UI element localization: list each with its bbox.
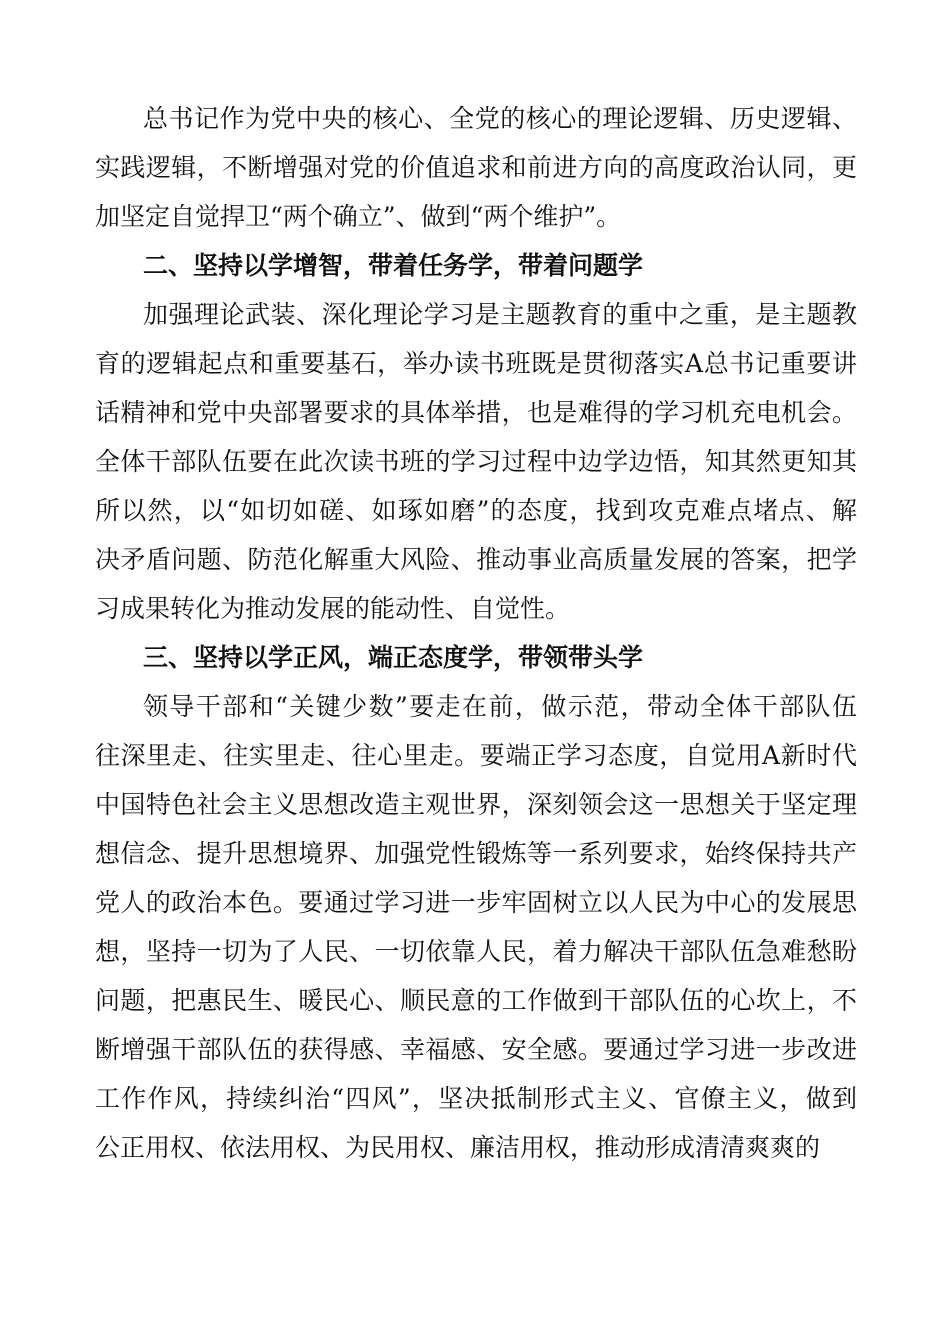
text-line: 断增强干部队伍的获得感、幸福感、安全感。要通过学习进一步改进	[95, 1035, 857, 1064]
text-line: 领导干部和“关键少数”要走在前，做示范，带动全体干部队伍	[143, 692, 857, 721]
text-line: 所以然，以“如切如磋、如琢如磨”的态度，找到攻克难点堵点、解	[95, 496, 857, 525]
text-line: 中国特色社会主义思想改造主观世界，深刻领会这一思想关于坚定理	[95, 790, 857, 819]
text-line: 加强理论武装、深化理论学习是主题教育的重中之重，是主题教	[143, 300, 857, 329]
section-heading-3: 三、坚持以学正风，端正态度学，带领带头学	[143, 643, 644, 672]
paragraph-1	[95, 94, 857, 241]
text-line: 往深里走、往实里走、往心里走。要端正学习态度，自觉用A新时代	[95, 741, 857, 770]
text-line: 总书记作为党中央的核心、全党的核心的理论逻辑、历史逻辑、	[143, 104, 857, 133]
text-line: 工作作风，持续纠治“四风”，坚决抵制形式主义、官僚主义，做到	[95, 1084, 857, 1113]
text-line: 实践逻辑，不断增强对党的价值追求和前进方向的高度政治认同，更	[95, 153, 857, 182]
section-heading-2: 二、坚持以学增智，带着任务学，带着问题学	[143, 251, 644, 280]
text-line: 习成果转化为推动发展的能动性、自觉性。	[95, 594, 571, 623]
text-line: 想信念、提升思想境界、加强党性锻炼等一系列要求，始终保持共产	[95, 839, 857, 868]
text-line: 公正用权、依法用权、为民用权、廉洁用权，推动形成清清爽爽的	[95, 1133, 821, 1162]
text-line: 问题，把惠民生、暖民心、顺民意的工作做到干部队伍的心坎上，不	[95, 986, 857, 1015]
paragraph-2	[95, 290, 857, 633]
text-line: 加坚定自觉捍卫“两个确立”、做到“两个维护”。	[95, 202, 622, 231]
text-line: 决矛盾问题、防范化解重大风险、推动事业高质量发展的答案，把学	[95, 545, 857, 574]
paragraph-3	[95, 682, 857, 1172]
text-line: 育的逻辑起点和重要基石，举办读书班既是贯彻落实A总书记重要讲	[95, 349, 857, 378]
text-line: 党人的政治本色。要通过学习进一步牢固树立以人民为中心的发展思	[95, 888, 857, 917]
text-line: 想，坚持一切为了人民、一切依靠人民，着力解决干部队伍急难愁盼	[95, 937, 857, 966]
document-page	[95, 94, 857, 1172]
text-line: 话精神和党中央部署要求的具体举措，也是难得的学习机充电机会。	[95, 398, 857, 427]
text-line: 全体干部队伍要在此次读书班的学习过程中边学边悟，知其然更知其	[95, 447, 857, 476]
